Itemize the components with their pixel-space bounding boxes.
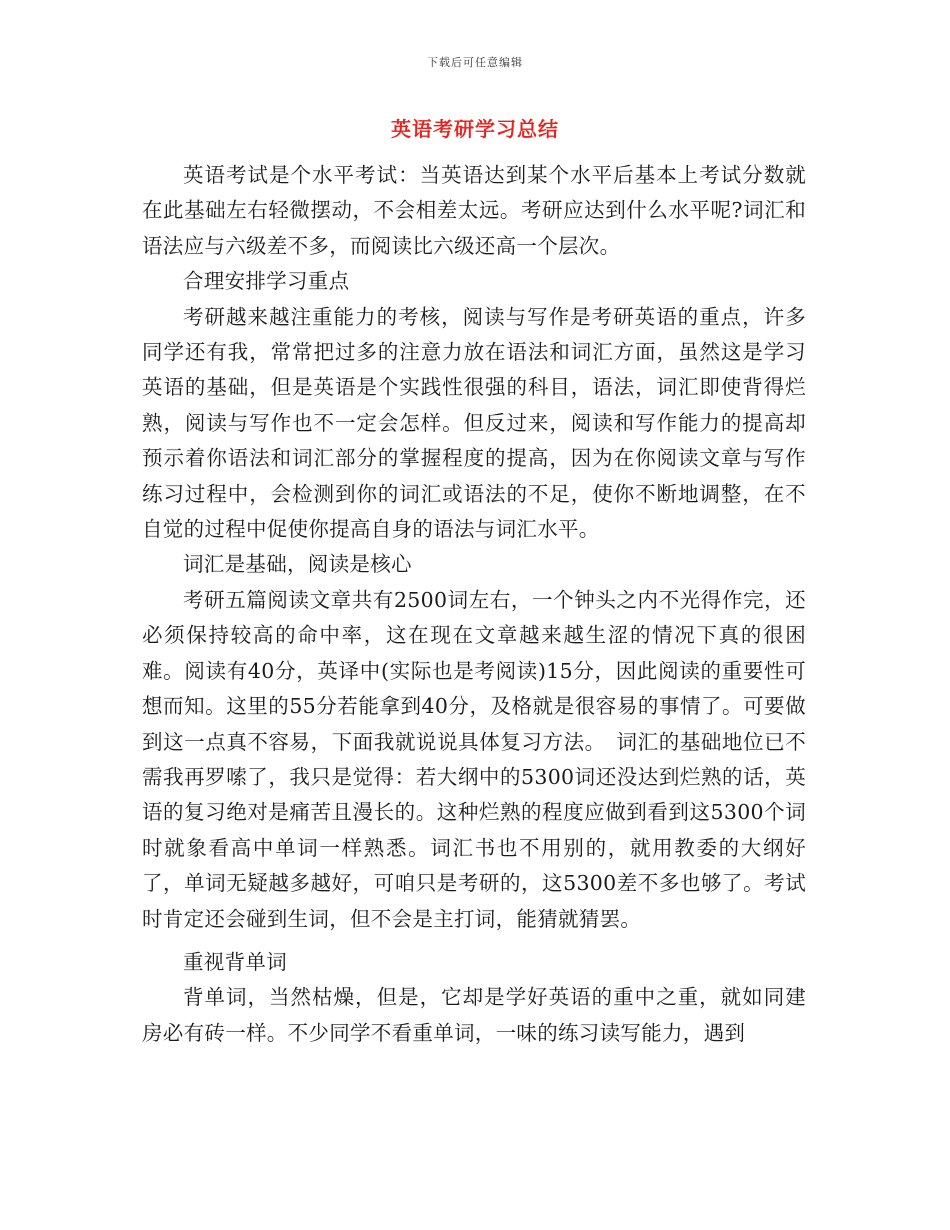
section-heading-memorize-words: 重视背单词 bbox=[183, 949, 287, 974]
page-header-note: 下载后可任意编辑 bbox=[427, 56, 523, 69]
document-body bbox=[142, 158, 806, 1051]
paragraph-memorize-words: 背单词，当然枯燥，但是，它却是学好英语的重中之重，就如同建房必有砖一样。不少同学不看重单词，一味的练习读写能力，遇到 bbox=[142, 985, 806, 1045]
document-title: 英语考研学习总结 bbox=[391, 117, 559, 141]
paragraph-intro: 英语考试是个水平考试：当英语达到某个水平后基本上考试分数就在此基础左右轻微摆动，不会相差太远。考研应达到什么水平呢?词汇和语法应与六级差不多，而阅读比六级还高一个层次。 bbox=[142, 163, 806, 258]
section-heading-study-focus: 合理安排学习重点 bbox=[183, 269, 350, 294]
paragraph-vocab-reading: 考研五篇阅读文章共有2500词左右，一个钟头之内不光得作完，还必须保持较高的命中率，这在现在文章越来越生涩的情况下真的很困难。阅读有40分，英译中(实际也是考阅读)15分，因此阅读的重要性可想而知。这里的55分若能拿到40分，及格就是很容易的事情了。可要做到这一点真不容易，下面我就说说具体复习方法。 词汇的基础地位已不需我再罗嗦了，我只是觉得：若大纲中的5300词还没达到烂熟的话，英语的复习绝对是痛苦且漫长的。这种烂熟的程度应做到看到这5300个词时就象看高中单词一样熟悉。词汇书也不用别的，就用教委的大纲好了，单词无疑越多越好，可咱只是考研的，这5300差不多也够了。考试时肯定还会碰到生词，但不会是主打词，能猜就猜罢。 bbox=[142, 587, 806, 931]
section-heading-vocab-reading: 词汇是基础，阅读是核心 bbox=[183, 552, 412, 577]
paragraph-study-focus: 考研越来越注重能力的考核，阅读与写作是考研英语的重点，许多同学还有我，常常把过多的注意力放在语法和词汇方面，虽然这是学习英语的基础，但是英语是个实践性很强的科目，语法，词汇即使背得烂熟，阅读与写作也不一定会怎样。但反过来，阅读和写作能力的提高却预示着你语法和词汇部分的掌握程度的提高，因为在你阅读文章与写作练习过程中，会检测到你的词汇或语法的不足，使你不断地调整，在不自觉的过程中促使你提高自身的语法与词汇水平。 bbox=[142, 304, 806, 542]
